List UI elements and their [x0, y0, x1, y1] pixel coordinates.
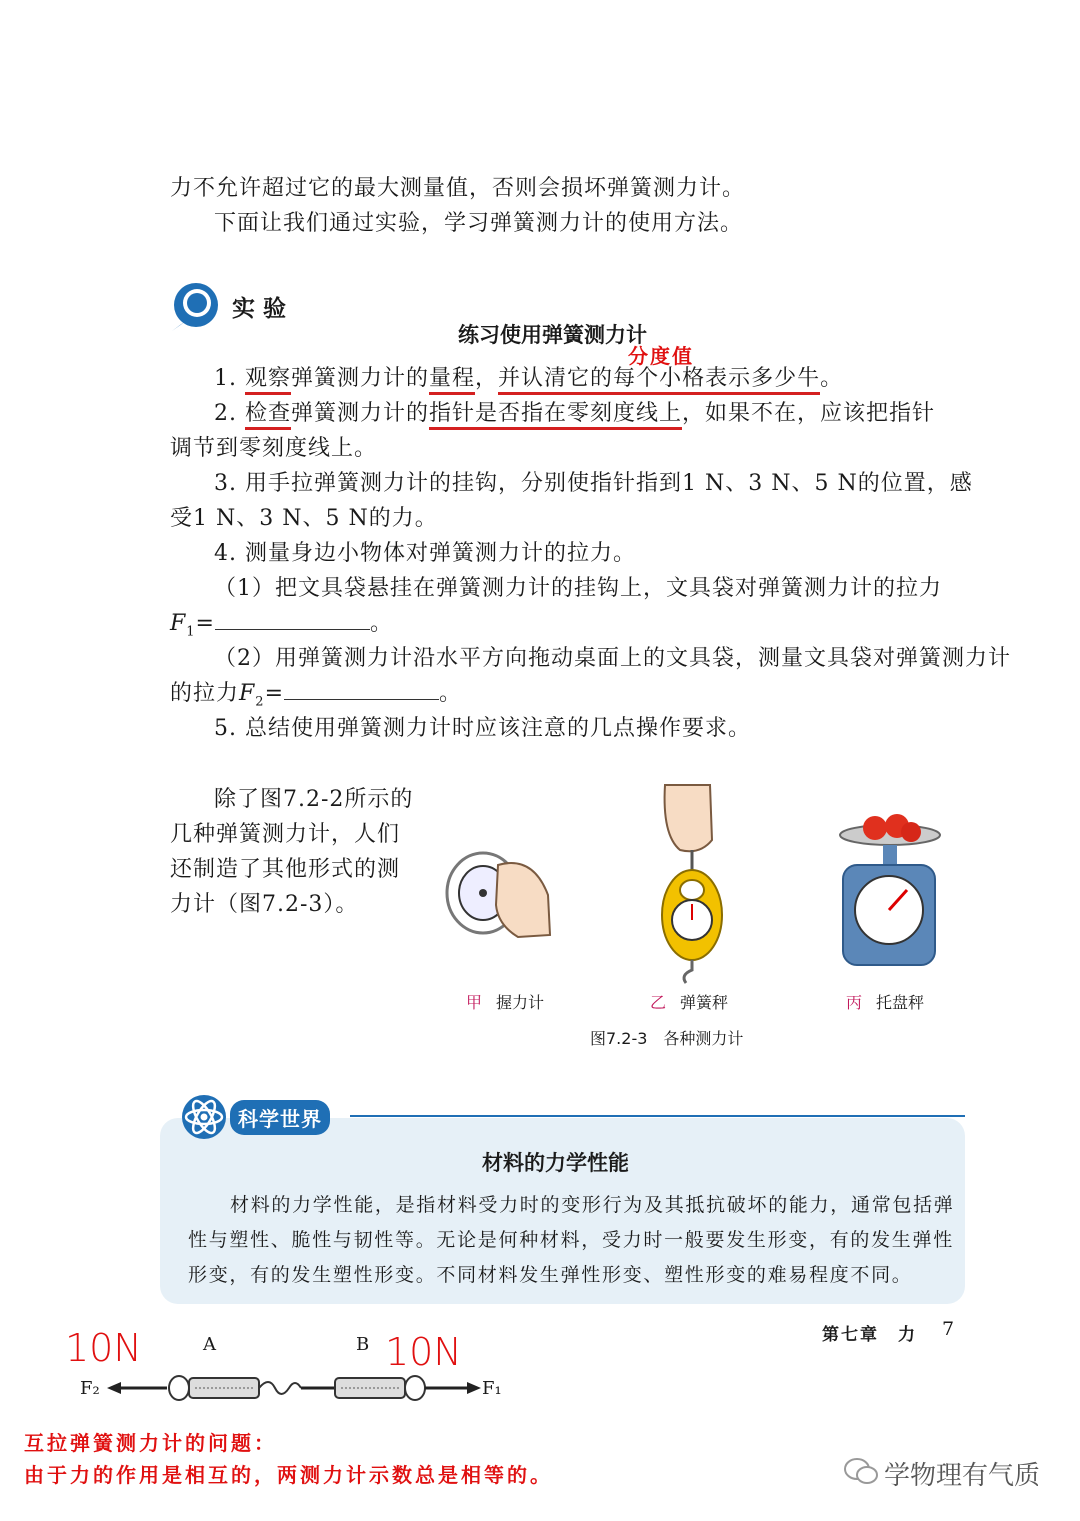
side-text-line-4: 力计（图7.2-3）。 — [170, 892, 359, 917]
science-line-2: 性与塑性、脆性与韧性等。无论是何种材料，受力时一般要发生形变，有的发生弹性 — [188, 1229, 954, 1251]
caption-grip-label: 握力计 — [496, 993, 545, 1012]
caption-platform-mark: 丙 — [846, 993, 863, 1012]
side-text-line-1: 除了图7.2-2所示的 — [214, 787, 414, 812]
label-b: B — [356, 1334, 370, 1355]
step-4: 4. 测量身边小物体对弹簧测力计的拉力。 — [214, 541, 636, 566]
science-title: 材料的力学性能 — [482, 1151, 629, 1175]
wechat-icon — [843, 1456, 879, 1492]
f2-var: F — [239, 681, 256, 706]
caption-grip — [466, 990, 544, 1013]
step-1 — [214, 361, 843, 396]
caption-grip-mark: 甲 — [466, 993, 483, 1012]
step-1-end: 。 — [820, 366, 844, 391]
f2-eq: = — [264, 681, 284, 706]
step-5: 5. 总结使用弹簧测力计时应该注意的几点操作要求。 — [214, 716, 751, 741]
experiment-icon — [170, 281, 224, 335]
footer-chapter: 第七章 力 — [822, 1325, 917, 1345]
note-line-1: 互拉弹簧测力计的问题： — [24, 1431, 277, 1455]
platform-scale-image — [835, 810, 945, 974]
science-line-1: 材料的力学性能，是指材料受力时的变形行为及其抵抗破坏的能力，通常包括弹 — [230, 1194, 955, 1216]
step-2-pointer: 指针是否指在零刻度线上 — [429, 401, 682, 430]
side-text — [170, 782, 413, 922]
intro-line-1: 力不允许超过它的最大测量值，否则会损坏弹簧测力计。 — [170, 176, 746, 201]
watermark-text: 学物理有气质 — [884, 1461, 1041, 1491]
grip-dynamometer-image — [438, 845, 558, 949]
note-line-2: 由于力的作用是相互的，两测力计示数总是相等的。 — [24, 1463, 553, 1487]
caption-spring — [650, 990, 728, 1013]
step-1-range: 量程 — [429, 366, 475, 395]
step-2-check: 检查 — [245, 401, 291, 430]
f1-var: F — [170, 611, 187, 636]
intro-line-2: 下面让我们通过实验，学习弹簧测力计的使用方法。 — [214, 211, 744, 236]
step-1-comma: ， — [475, 366, 499, 391]
step-4-1: （1）把文具袋悬挂在弹簧测力计的挂钩上，文具袋对弹簧测力计的拉力 — [214, 576, 942, 601]
step-4-2: （2）用弹簧测力计沿水平方向拖动桌面上的文具袋，测量文具袋对弹簧测力计 — [214, 646, 1011, 671]
step-2-num: 2. — [214, 401, 245, 426]
step-2 — [214, 396, 935, 431]
f1-eq: = — [195, 611, 215, 636]
handwritten-note-division: 分度值 — [628, 344, 694, 368]
science-header-line — [350, 1115, 965, 1117]
science-world-badge: 科学世界 — [230, 1100, 330, 1135]
left-force-label: 10N — [65, 1326, 142, 1370]
side-text-line-2: 几种弹簧测力计，人们 — [170, 822, 401, 847]
label-f1: F₁ — [482, 1378, 502, 1399]
step-1-identify: 并认清它的 — [498, 366, 613, 395]
caption-spring-mark: 乙 — [650, 993, 667, 1012]
f2-end: 。 — [439, 681, 463, 706]
spring-scales-diagram — [105, 1366, 485, 1414]
footer-page-number: 7 — [942, 1318, 955, 1340]
caption-spring-label: 弹簧秤 — [680, 993, 729, 1012]
step-2-cont: 调节到零刻度线上。 — [170, 436, 378, 461]
step-3-cont: 受1 N、3 N、5 N的力。 — [170, 506, 438, 531]
step-1-observe: 观察 — [245, 366, 291, 395]
f1-sub: 1 — [186, 624, 196, 640]
experiment-title: 练习使用弹簧测力计 — [458, 323, 647, 347]
step-1-text: 弹簧测力计的 — [291, 366, 430, 391]
caption-platform — [846, 990, 924, 1013]
right-force-label: 10N — [385, 1330, 462, 1374]
f2-sub: 2 — [255, 694, 265, 710]
science-line-3: 形变，有的发生塑性形变。不同材料发生弹性形变、塑性形变的难易程度不同。 — [188, 1264, 913, 1286]
spring-scale-image — [650, 780, 740, 989]
figure-caption: 图7.2-3 各种测力计 — [590, 1029, 744, 1048]
caption-platform-label: 托盘秤 — [876, 993, 925, 1012]
step-1-num: 1. — [214, 366, 245, 391]
step-2-text: 弹簧测力计的 — [291, 401, 430, 426]
f2-blank[interactable] — [284, 678, 439, 700]
step-2-rest: ，如果不在，应该把指针 — [682, 401, 936, 426]
step-1-division: 每个小格表示多少牛 — [613, 366, 820, 395]
atom-icon — [178, 1094, 230, 1144]
step-3: 3. 用手拉弹簧测力计的挂钩，分别使指针指到1 N、3 N、5 N的位置，感 — [214, 471, 973, 496]
label-f2: F₂ — [80, 1378, 100, 1399]
side-text-line-3: 还制造了其他形式的测 — [170, 857, 401, 882]
label-a: A — [203, 1334, 216, 1355]
f1-end: 。 — [369, 611, 393, 636]
experiment-label: 实 验 — [232, 296, 287, 322]
f2-text: 的拉力 — [170, 681, 240, 706]
f1-blank[interactable] — [215, 608, 370, 630]
